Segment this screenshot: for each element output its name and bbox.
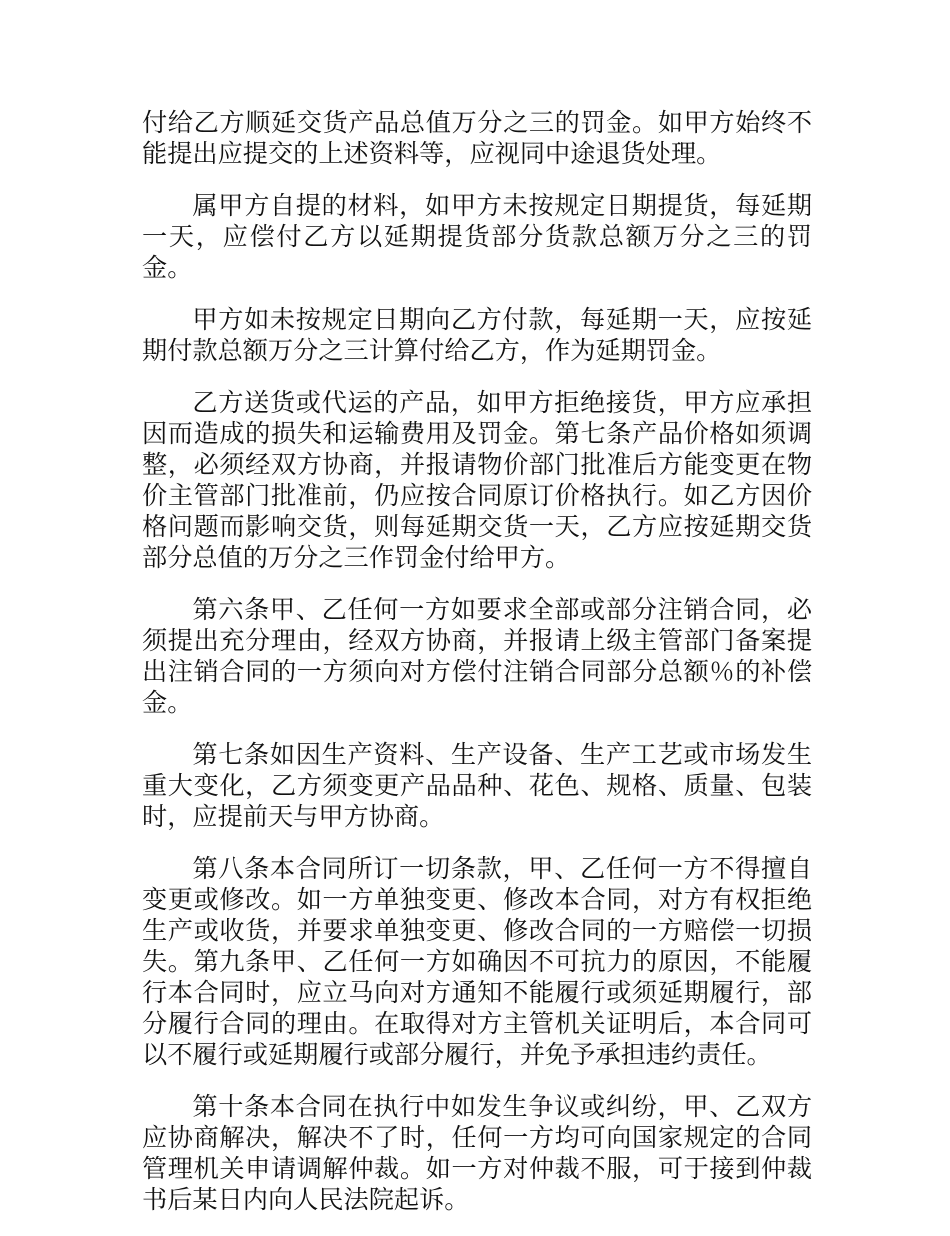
paragraph-late-payment-penalty: 甲方如未按规定日期向乙方付款，每延期一天，应按延期付款总额万分之三计算付给乙方，作为延期罚金。: [142, 305, 812, 365]
paragraph-article-6: 第六条甲、乙任何一方如要求全部或部分注销合同，必须提出充分理由，经双方协商，并报请上级主管部门备案提出注销合同的一方须向对方偿付注销合同部分总额％的补偿金。: [142, 595, 812, 717]
paragraph-article-10: 第十条本合同在执行中如发生争议或纠纷，甲、乙双方应协商解决，解决不了时，任何一方均可向国家规定的合同管理机关申请调解仲裁。如一方对仲裁不服，可于接到仲裁书后某日内向人民法院起诉。: [142, 1092, 812, 1214]
paragraph-refused-delivery: 乙方送货或代运的产品，如甲方拒绝接货，甲方应承担因而造成的损失和运输费用及罚金。第七条产品价格如须调整，必须经双方协商，并报请物价部门批准后方能变更在物价主管部门批准前，仍应按合同原订价格执行。如乙方因价格问题而影响交货，则每延期交货一天，乙方应按延期交货部分总值的万分之三作罚金付给甲方。: [142, 388, 812, 572]
paragraph-self-pickup-penalty: 属甲方自提的材料，如甲方未按规定日期提货，每延期一天，应偿付乙方以延期提货部分货款总额万分之三的罚金。: [142, 191, 812, 282]
document-body: [142, 107, 812, 1236]
paragraph-article-7: 第七条如因生产资料、生产设备、生产工艺或市场发生重大变化，乙方须变更产品品种、花色、规格、质量、包装时，应提前天与甲方协商。: [142, 740, 812, 831]
paragraph-article-8-9: 第八条本合同所订一切条款，甲、乙任何一方不得擅自变更或修改。如一方单独变更、修改本合同，对方有权拒绝生产或收货，并要求单独变更、修改合同的一方赔偿一切损失。第九条甲、乙任何一方如确因不可抗力的原因，不能履行本合同时，应立马向对方通知不能履行或须延期履行，部分履行合同的理由。在取得对方主管机关证明后，本合同可以不履行或延期履行或部分履行，并免予承担违约责任。: [142, 854, 812, 1069]
paragraph-continuation: 付给乙方顺延交货产品总值万分之三的罚金。如甲方始终不能提出应提交的上述资料等，应视同中途退货处理。: [142, 108, 812, 168]
